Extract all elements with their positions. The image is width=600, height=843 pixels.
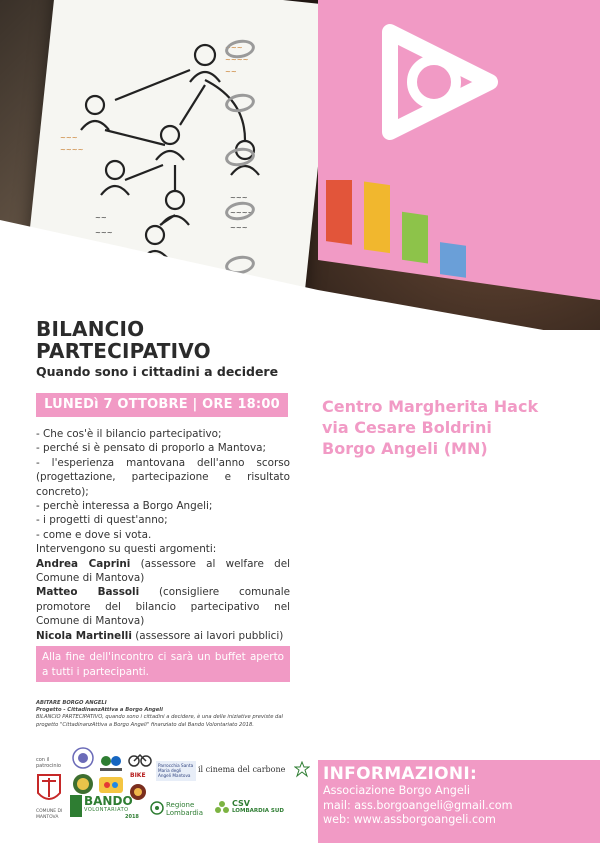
csv-sub-label: LOMBARDIA SUD [232, 808, 284, 814]
project-note [36, 700, 296, 729]
repubblica-emblem-icon [294, 761, 310, 779]
svg-text:~~~: ~~~ [95, 229, 113, 237]
volontariato-label: VOLONTARIATO [84, 807, 129, 813]
buffet-note: Alla fine dell'incontro ci sarà un buffet aperto a tutti i partecipanti. [36, 646, 290, 682]
svg-text:~~~~: ~~~~ [225, 56, 249, 64]
speaker-role: (consigliere comunale promotore del bilancio partecipativo nel Comune di Mantova) [36, 586, 291, 628]
topic-item: - come e dove si vota. [36, 528, 152, 541]
svg-text:~~~~: ~~~~ [60, 146, 84, 154]
venue-town: Borgo Angeli (MN) [322, 439, 488, 458]
topic-item: - perché si è pensato di proporlo a Mantova; [36, 442, 267, 455]
speaker-name: Andrea Caprini [36, 557, 131, 570]
sponsor-logos [36, 745, 316, 825]
info-box [318, 760, 600, 843]
speaker-name: Nicola Martinelli [36, 629, 132, 642]
bando-volontariato-logo [70, 795, 144, 823]
team-logo-icon [98, 751, 124, 773]
comune-label: COMUNE DI MANTOVA [36, 809, 63, 820]
csv-logo [214, 797, 294, 821]
topic-item: - l'esperienza mantovana dell'anno scorso (progettazione, partecipazione e risultato concreto); [36, 456, 290, 498]
event-title [36, 318, 306, 379]
event-date: LUNEDì 7 OTTOBRE | ORE 18:00 [36, 393, 288, 417]
info-mail[interactable]: mail: ass.borgoangeli@gmail.com [323, 798, 513, 812]
event-description [36, 427, 290, 643]
project-org: ABITARE BORGO ANGELI [36, 700, 107, 706]
speaker-entry [36, 585, 290, 628]
project-text: BILANCIO PARTECIPATIVO, quando sono i cittadini a decidere, è una delle iniziative previste dal progetto "CittadinanzAttiva a Borgo Angeli" finanziato dal Bando Volontariato 2018. [36, 714, 283, 728]
info-org: Associazione Borgo Angeli [323, 784, 470, 797]
topic-item: - i progetti di quest'anno; [36, 514, 168, 527]
bando-label: BANDO [84, 794, 133, 808]
title-line-1: BILANCIO [36, 317, 145, 341]
venue-name: Centro Margherita Hack [322, 397, 539, 416]
svg-text:~~~: ~~~ [225, 44, 243, 52]
regione-label: Regione Lombardia [166, 801, 204, 817]
svg-text:~~~: ~~~ [230, 194, 248, 202]
svg-text:~~: ~~ [95, 214, 107, 222]
comune-mantova-crest-icon [36, 773, 62, 807]
event-venue [322, 396, 592, 459]
svg-text:~~~: ~~~ [60, 134, 78, 142]
play-icon [372, 22, 502, 142]
svg-text:~~~~: ~~~~ [230, 209, 254, 217]
speaker-entry [36, 557, 290, 586]
topic-item: - perchè interessa a Borgo Angeli; [36, 500, 213, 513]
regione-lombardia-logo [150, 797, 210, 821]
csv-flower-icon [214, 800, 230, 816]
parrocchia-logo: Parrocchia Santa Maria degli Angeli Mantova [156, 761, 196, 781]
regione-rose-icon [150, 801, 164, 815]
patronage-label: con il patrocinio [36, 757, 61, 769]
info-web[interactable]: web: www.assborgoangeli.com [323, 813, 496, 826]
speakers-intro: Intervengono su questi argomenti: [36, 543, 217, 556]
csv-label: CSV [232, 799, 250, 808]
speaker-role: (assessore al welfare del Comune di Mantova) [36, 557, 291, 585]
speaker-role: (assessore ai lavori pubblici) [131, 629, 284, 642]
title-line-2: PARTECIPATIVO [36, 339, 211, 363]
svg-text:~~~: ~~~ [230, 224, 248, 232]
svg-text:~~: ~~ [225, 68, 237, 76]
venue-street: via Cesare Boldrini [322, 418, 492, 437]
speaker-entry [36, 629, 290, 643]
association-logo-icon [72, 747, 94, 769]
event-subtitle: Quando sono i cittadini a decidere [36, 364, 279, 379]
bando-year: 2018 [125, 814, 139, 820]
bar-chart-icon [318, 180, 600, 300]
speaker-name: Matteo Bassoli [36, 586, 140, 599]
info-heading: INFORMAZIONI: [323, 764, 478, 784]
project-name: Progetto - CittadinanzAttiva a Borgo Angeli [36, 707, 163, 714]
cinema-logo: il cinema del carbone [198, 765, 286, 774]
borgo-angeli-logo-icon [72, 773, 94, 795]
topic-item: - Che cos'è il bilancio partecipativo; [36, 428, 222, 440]
bike-label: BIKE [130, 772, 146, 779]
